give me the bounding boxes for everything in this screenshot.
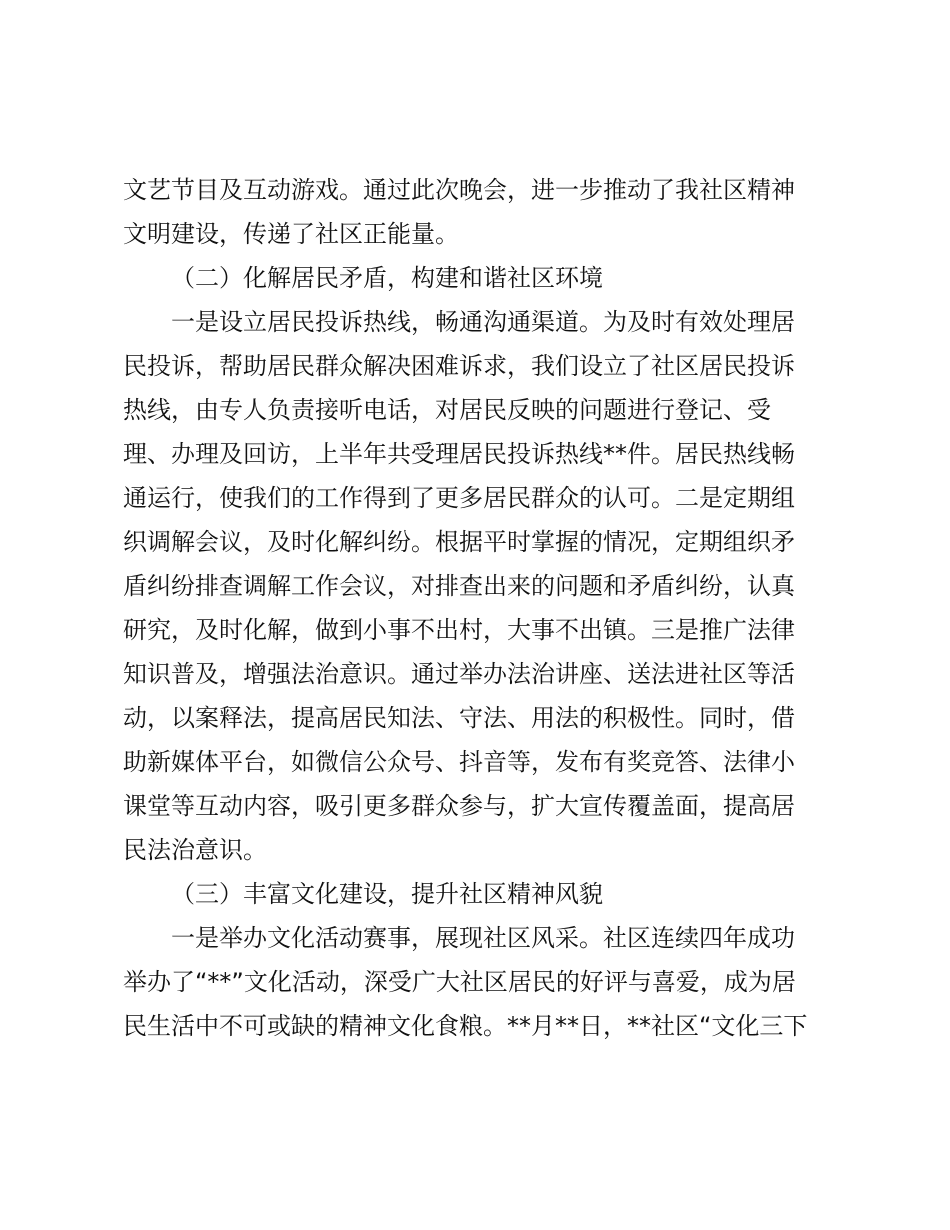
text-line: 盾纠纷排查调解工作会议，对排查出来的问题和矛盾纠纷，认真 <box>123 572 795 600</box>
text-line: 理、办理及回访，上半年共受理居民投诉热线**件。居民热线畅 <box>123 440 795 468</box>
text-line: 举办了“**”文化活动，深受广大社区居民的好评与喜爱，成为居 <box>123 968 796 996</box>
text-line: 织调解会议，及时化解纠纷。根据平时掌握的情况，定期组织矛 <box>123 528 795 556</box>
text-line: 民投诉，帮助居民群众解决困难诉求，我们设立了社区居民投诉 <box>123 352 795 380</box>
section-heading: （三）丰富文化建设，提升社区精神风貌 <box>171 880 603 908</box>
text-line: 文艺节目及互动游戏。通过此次晚会，进一步推动了我社区精神 <box>123 176 795 204</box>
text-line: 通运行，使我们的工作得到了更多居民群众的认可。二是定期组 <box>123 484 795 512</box>
text-line: 文明建设，传递了社区正能量。 <box>123 220 459 248</box>
document-body <box>123 168 828 1048</box>
text-line: 动，以案释法，提高居民知法、守法、用法的积极性。同时，借 <box>123 704 795 732</box>
text-line: 助新媒体平台，如微信公众号、抖音等，发布有奖竞答、法律小 <box>123 748 795 776</box>
section-heading: （二）化解居民矛盾，构建和谐社区环境 <box>171 264 603 292</box>
text-line: 民法治意识。 <box>123 836 267 864</box>
text-line: 热线，由专人负责接听电话，对居民反映的问题进行登记、受 <box>123 396 771 424</box>
text-line: 研究，及时化解，做到小事不出村，大事不出镇。三是推广法律 <box>123 616 795 644</box>
text-line: 民生活中不可或缺的精神文化食粮。**月**日，**社区“文化三下 <box>123 1012 808 1040</box>
text-line: 知识普及，增强法治意识。通过举办法治讲座、送法进社区等活 <box>123 660 795 688</box>
text-line: 课堂等互动内容，吸引更多群众参与，扩大宣传覆盖面，提高居 <box>123 792 795 820</box>
text-line: 一是设立居民投诉热线，畅通沟通渠道。为及时有效处理居 <box>171 308 795 336</box>
text-line: 一是举办文化活动赛事，展现社区风采。社区连续四年成功 <box>171 924 795 952</box>
